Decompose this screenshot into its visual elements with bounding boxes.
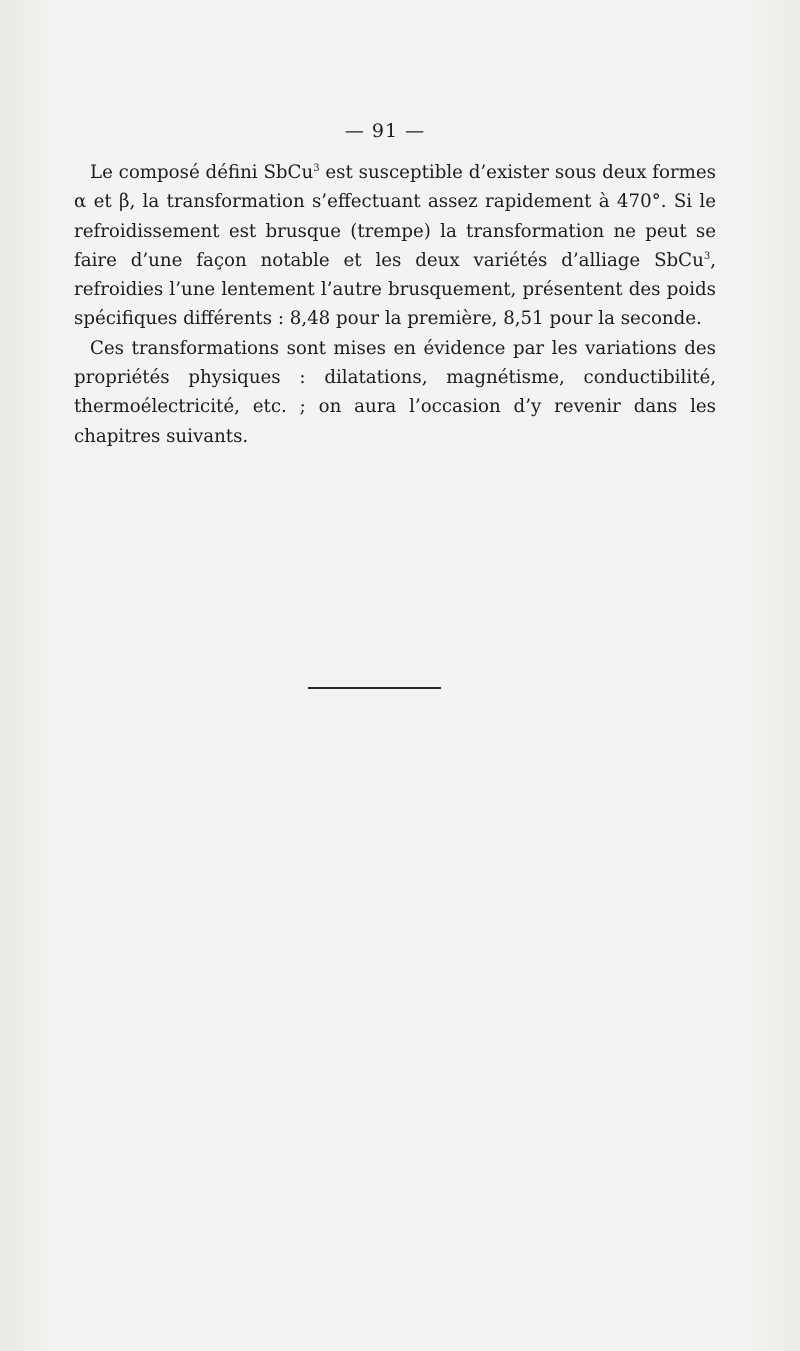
section-divider (308, 687, 441, 689)
superscript: 3 (313, 163, 320, 174)
text-segment: Le composé défini SbCu (90, 162, 314, 183)
body-text (74, 158, 716, 451)
text-segment: Ces transformations sont mises en évidence par les variations des propriétés physiques : dilatations, magnétisme, conductibilité, thermoélectricité, etc. ; on aura l’occasion d’y revenir dans les chapitres suivants. (74, 337, 716, 447)
superscript: 3 (703, 250, 711, 262)
paragraph-1 (74, 158, 716, 334)
text-segment: est susceptible d’exister sous deux formes α et β, la transformation s’effectuant assez rapidement à 470°. Si le refroidissement est brusque (trempe) la transformation ne peut se faire d’une façon notable et les deux variétés d’alliage SbCu (74, 162, 717, 271)
page-number: — 91 — (344, 120, 426, 142)
paragraph-2 (74, 334, 716, 451)
text-segment: , refroidies l’une lentement l’autre brusquement, présentent des poids spécifiques différents : 8,48 pour la première, 8,51 pour la seconde. (74, 249, 716, 330)
